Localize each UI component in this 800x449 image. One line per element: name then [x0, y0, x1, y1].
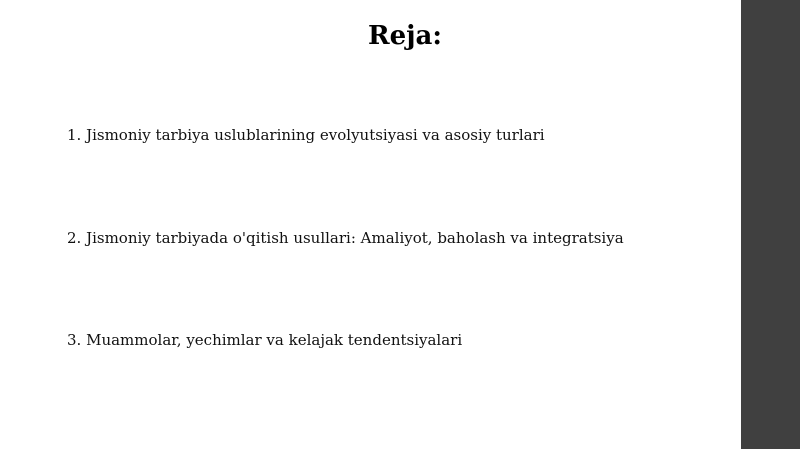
side-panel: [741, 0, 800, 449]
slide-title: Reja:: [367, 21, 442, 51]
plan-item-1: 1. Jismoniy tarbiya uslublarining evolyutsiyasi va asosiy turlari: [67, 126, 545, 144]
plan-item-3: 3. Muammolar, yechimlar va kelajak tendentsiyalari: [67, 331, 463, 349]
plan-item-2: 2. Jismoniy tarbiyada o'qitish usullari: Amaliyot, baholash va integratsiya: [67, 229, 624, 247]
